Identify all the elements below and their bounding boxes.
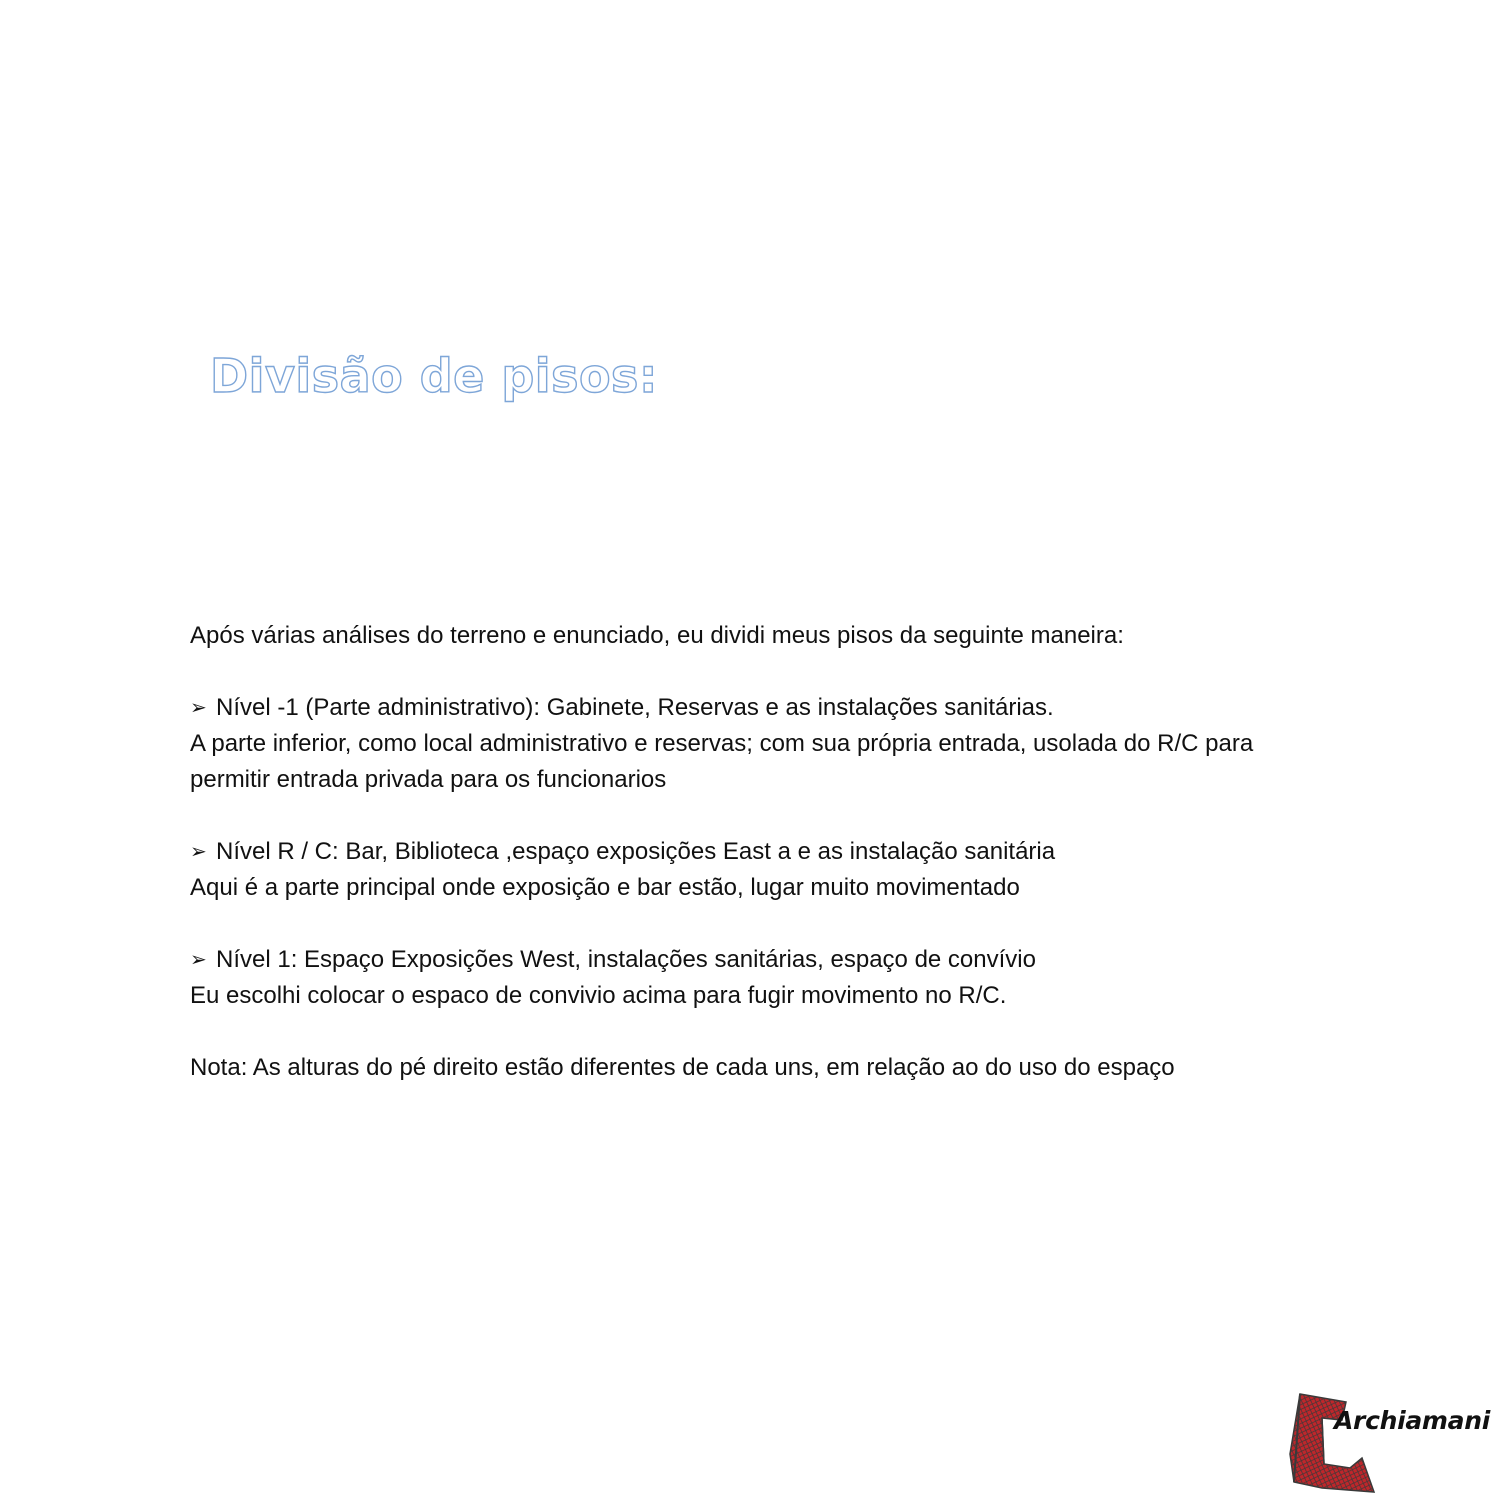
spacer: [190, 654, 1490, 690]
spacer: [190, 1014, 1490, 1050]
level-heading-text: Nível R / C: Bar, Biblioteca ,espaço exposições East a e as instalação sanitária: [216, 838, 1056, 865]
level-heading: [190, 834, 1490, 870]
level-section: [190, 690, 1490, 798]
level-heading: [190, 690, 1490, 726]
level-section: [190, 942, 1490, 1014]
intro-paragraph: Após várias análises do terreno e enunciado, eu dividi meus pisos da seguinte maneira:: [190, 622, 1124, 649]
level-section: [190, 834, 1490, 906]
level-heading-text: Nível -1 (Parte administrativo): Gabinete, Reservas e as instalações sanitárias.: [216, 694, 1054, 721]
arrow-bullet-icon: ➢: [190, 697, 207, 719]
level-description-line: Eu escolhi colocar o espaco de convivio acima para fugir movimento no R/C.: [190, 982, 1007, 1009]
level-description-line: Aqui é a parte principal onde exposição e bar estão, lugar muito movimentado: [190, 874, 1020, 901]
note-paragraph: Nota: As alturas do pé direito estão diferentes de cada uns, em relação ao do uso do espaço: [190, 1054, 1175, 1081]
page-title: Divisão de pisos:: [210, 349, 658, 403]
arrow-bullet-icon: ➢: [190, 841, 207, 863]
spacer: [190, 798, 1490, 834]
document-body: [190, 618, 1490, 1086]
level-description-line: permitir entrada privada para os funcionarios: [190, 766, 667, 793]
level-heading: [190, 942, 1490, 978]
level-description-line: A parte inferior, como local administrativo e reservas; com sua própria entrada, usolada do R/C para: [190, 730, 1254, 757]
spacer: [190, 906, 1490, 942]
logo-text: Archiamani: [1334, 1406, 1491, 1435]
level-heading-text: Nível 1: Espaço Exposições West, instalações sanitárias, espaço de convívio: [216, 946, 1036, 973]
arrow-bullet-icon: ➢: [190, 949, 207, 971]
archiamani-logo: [1288, 1392, 1500, 1496]
